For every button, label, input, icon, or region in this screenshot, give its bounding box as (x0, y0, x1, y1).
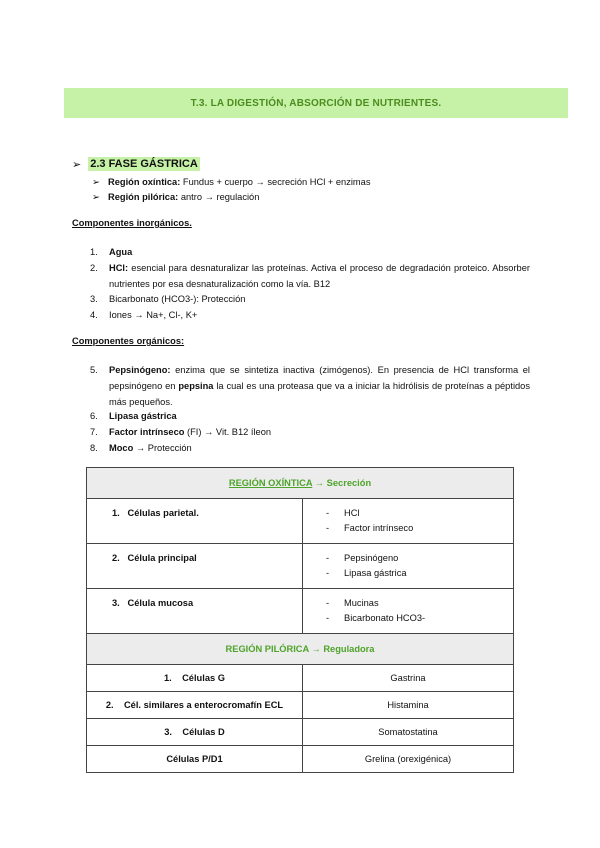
cell-label: Célula principal (127, 553, 197, 563)
table-row (87, 499, 514, 544)
item-label: Lipasa gástrica (109, 411, 177, 421)
arrow-bullet-icon: ➢ (92, 177, 100, 187)
subitem-text: antro → regulación (178, 192, 260, 202)
item-number: 3. (90, 294, 98, 304)
list-item (90, 408, 530, 424)
table-row (87, 665, 514, 692)
pilorica-header: REGIÓN PILÓRICA → Reguladora (87, 634, 514, 665)
cell-number: 1. (112, 508, 120, 518)
oxintica-header (87, 468, 514, 499)
cell-item: Factor intrínseco (344, 523, 414, 533)
subitem-oxintica (92, 175, 370, 189)
table-row (87, 544, 514, 589)
cell-item: Mucinas (344, 598, 379, 608)
list-item (90, 424, 530, 440)
cell-label: 3. Células D (87, 719, 303, 746)
page-header: T.3. LA DIGESTIÓN, ABSORCIÓN DE NUTRIENTES. (64, 88, 568, 118)
arrow-bullet-icon: ➢ (72, 158, 82, 171)
cell-value: Histamina (303, 692, 514, 719)
item-label: Factor intrínseco (109, 427, 185, 437)
cell-item: HCl (344, 508, 360, 518)
cell-label: Células parietal. (127, 508, 199, 518)
item-text: → Protección (133, 443, 192, 453)
section-heading (72, 157, 200, 171)
subitem-pilorica (92, 190, 259, 204)
table-row (87, 589, 514, 634)
item-text: Bicarbonato (HCO3-): Protección (109, 294, 246, 304)
dash-bullet: - (326, 613, 330, 623)
cell-number: 3. (112, 598, 120, 608)
item-text: esencial para desnaturalizar las proteínas. Activa el proceso de degradación proteico. Absorber nutrientes por esa desnaturalización como la vía. B12 (109, 263, 530, 289)
dash-bullet: - (326, 523, 330, 533)
cell-item: Lipasa gástrica (344, 568, 407, 578)
subitem-label: Región pilórica: (108, 192, 179, 202)
dash-bullet: - (326, 508, 330, 518)
cell-value: Gastrina (303, 665, 514, 692)
header-text: → Secreción (312, 478, 372, 488)
dash-bullet: - (326, 553, 330, 563)
subitem-label: Región oxíntica: (108, 177, 181, 187)
item-label: Pepsinógeno: (109, 365, 171, 375)
item-number: 8. (90, 443, 98, 453)
cell-value: Grelina (orexigénica) (303, 746, 514, 773)
list-item (90, 307, 530, 323)
header-text: REGIÓN OXÍNTICA (228, 478, 313, 488)
item-label: Agua (109, 247, 133, 257)
item-text: (FI) → Vit. B12 íleon (184, 427, 272, 437)
organic-heading: Componentes orgánicos: (72, 336, 185, 346)
inorganic-heading: Componentes inorgánicos. (72, 218, 192, 228)
item-text: la cual es una proteasa que va a iniciar la hidrólisis de proteínas a péptidos más pequeños. (109, 381, 530, 407)
table-row (87, 692, 514, 719)
subitem-text: Fundus + cuerpo → secreción HCl + enzimas (180, 177, 371, 187)
item-number: 2. (90, 263, 98, 273)
cell-item: Pepsinógeno (344, 553, 399, 563)
item-number: 6. (90, 411, 98, 421)
arrow-bullet-icon: ➢ (92, 192, 100, 202)
list-item (90, 362, 530, 410)
cell-label: 1. Células G (87, 665, 303, 692)
gastric-cells-table (86, 467, 514, 773)
list-item (90, 244, 530, 260)
cell-item: Bicarbonato HCO3- (344, 613, 426, 623)
item-number: 4. (90, 310, 98, 320)
list-item (90, 440, 530, 456)
cell-number: 2. (112, 553, 120, 563)
cell-label: 2. Cél. similares a enterocromafín ECL (87, 692, 303, 719)
section-title: 2.3 FASE GÁSTRICA (90, 158, 198, 170)
item-label: Moco (109, 443, 134, 453)
item-number: 7. (90, 427, 98, 437)
item-label: HCl: (109, 263, 129, 273)
dash-bullet: - (326, 568, 330, 578)
table-row (87, 746, 514, 773)
list-item (90, 291, 530, 307)
cell-label: Célula mucosa (127, 598, 194, 608)
item-text: enzima que se sintetiza inactiva (zimógenos). En presencia de HCl transforma el pepsinógeno en (109, 365, 530, 391)
cell-label: Células P/D1 (87, 746, 303, 773)
list-item (90, 260, 530, 292)
item-label: pepsina (178, 381, 214, 391)
table-row (87, 719, 514, 746)
dash-bullet: - (326, 598, 330, 608)
item-text: Iones → Na+, Cl-, K+ (109, 310, 198, 320)
item-number: 1. (90, 247, 98, 257)
cell-value: Somatostatina (303, 719, 514, 746)
item-number: 5. (90, 365, 98, 375)
